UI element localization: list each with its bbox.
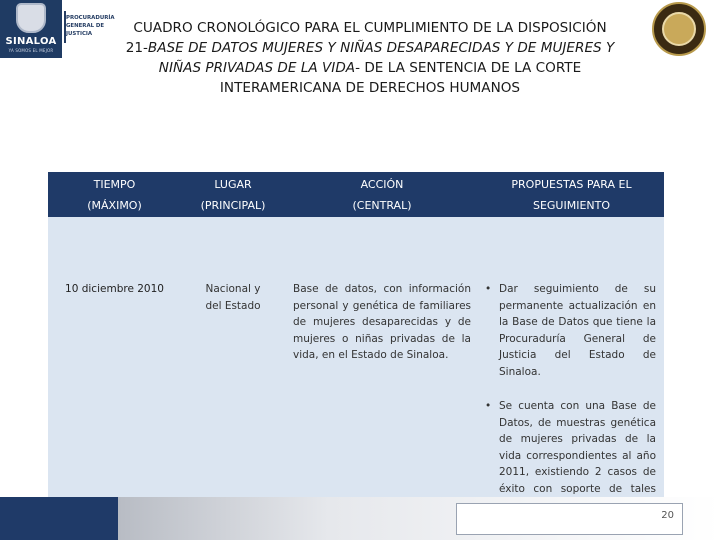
header-label: LUGAR bbox=[214, 177, 252, 191]
logo-motto-text: YA SOMOS EL MEJOR bbox=[8, 48, 54, 53]
page-title bbox=[92, 18, 648, 98]
chronology-table bbox=[48, 172, 664, 526]
header-place bbox=[181, 172, 285, 217]
title-italic: NIÑAS PRIVADAS DE LA VIDA bbox=[158, 60, 356, 76]
agency-line: GENERAL DE bbox=[66, 23, 105, 29]
seal-inner bbox=[662, 12, 696, 46]
page-number: 20 bbox=[661, 510, 674, 521]
coat-of-arms-icon bbox=[16, 3, 46, 33]
proposal-text: Dar seguimiento de su permanente actualización en la Base de Datos que tiene la Procuraduría General de Justicia del Estado de Sinaloa. bbox=[499, 283, 656, 378]
title-line-3 bbox=[92, 58, 648, 78]
bullet-icon: • bbox=[485, 400, 492, 412]
title-prefix: 21- bbox=[125, 40, 148, 56]
table-row bbox=[48, 217, 664, 526]
agency-line: PROCURADURÍA bbox=[66, 15, 115, 21]
state-seal-icon bbox=[652, 2, 706, 56]
title-line-2 bbox=[92, 38, 648, 58]
header-time bbox=[48, 172, 181, 217]
title-line-4: INTERAMERICANA DE DERECHOS HUMANOS bbox=[219, 80, 521, 96]
header-action bbox=[285, 172, 479, 217]
header-label: ACCIÓN bbox=[360, 177, 404, 191]
header-label: PROPUESTAS PARA EL bbox=[511, 177, 632, 191]
bullet-icon: • bbox=[485, 283, 492, 295]
header-sublabel: (CENTRAL) bbox=[352, 198, 412, 212]
header-sublabel: (PRINCIPAL) bbox=[200, 198, 266, 212]
header-sublabel: (MÁXIMO) bbox=[87, 198, 142, 212]
sinaloa-logo bbox=[0, 0, 62, 58]
table-header-row bbox=[48, 172, 664, 217]
title-line-1: CUADRO CRONOLÓGICO PARA EL CUMPLIMIENTO DE LA DISPOSICIÓN bbox=[133, 20, 607, 36]
page-number-box bbox=[456, 503, 683, 535]
header-sublabel: SEGUIMIENTO bbox=[532, 198, 611, 212]
header-proposals bbox=[479, 172, 664, 217]
proposal-item bbox=[485, 281, 656, 380]
header-label: TIEMPO bbox=[93, 177, 136, 191]
footer-blue-block bbox=[0, 497, 118, 540]
cell-time: 10 diciembre 2010 bbox=[48, 217, 181, 526]
title-italic: BASE DE DATOS MUJERES Y NIÑAS DESAPARECIDAS Y DE MUJERES Y bbox=[147, 40, 615, 56]
agency-line: JUSTICIA bbox=[66, 31, 93, 37]
proposal-text: Se cuenta con una Base de Datos, de muestras genética de mujeres privadas de la vida correspondientes al año 2011, existiendo 2 casos de éxito con soporte de tales bbox=[499, 400, 656, 495]
title-rest: - DE LA SENTENCIA DE LA CORTE bbox=[355, 60, 582, 76]
cell-place bbox=[181, 217, 285, 526]
place-line: del Estado bbox=[205, 299, 261, 312]
logo-brand-text: SINALOA bbox=[5, 36, 57, 47]
cell-action: Base de datos, con información personal y genética de familiares de mujeres desaparecidas y de mujeres o niñas privadas de la vida, en el Estado de Sinaloa. bbox=[285, 217, 479, 526]
cell-proposals bbox=[479, 217, 664, 526]
place-line: Nacional y bbox=[205, 283, 261, 295]
